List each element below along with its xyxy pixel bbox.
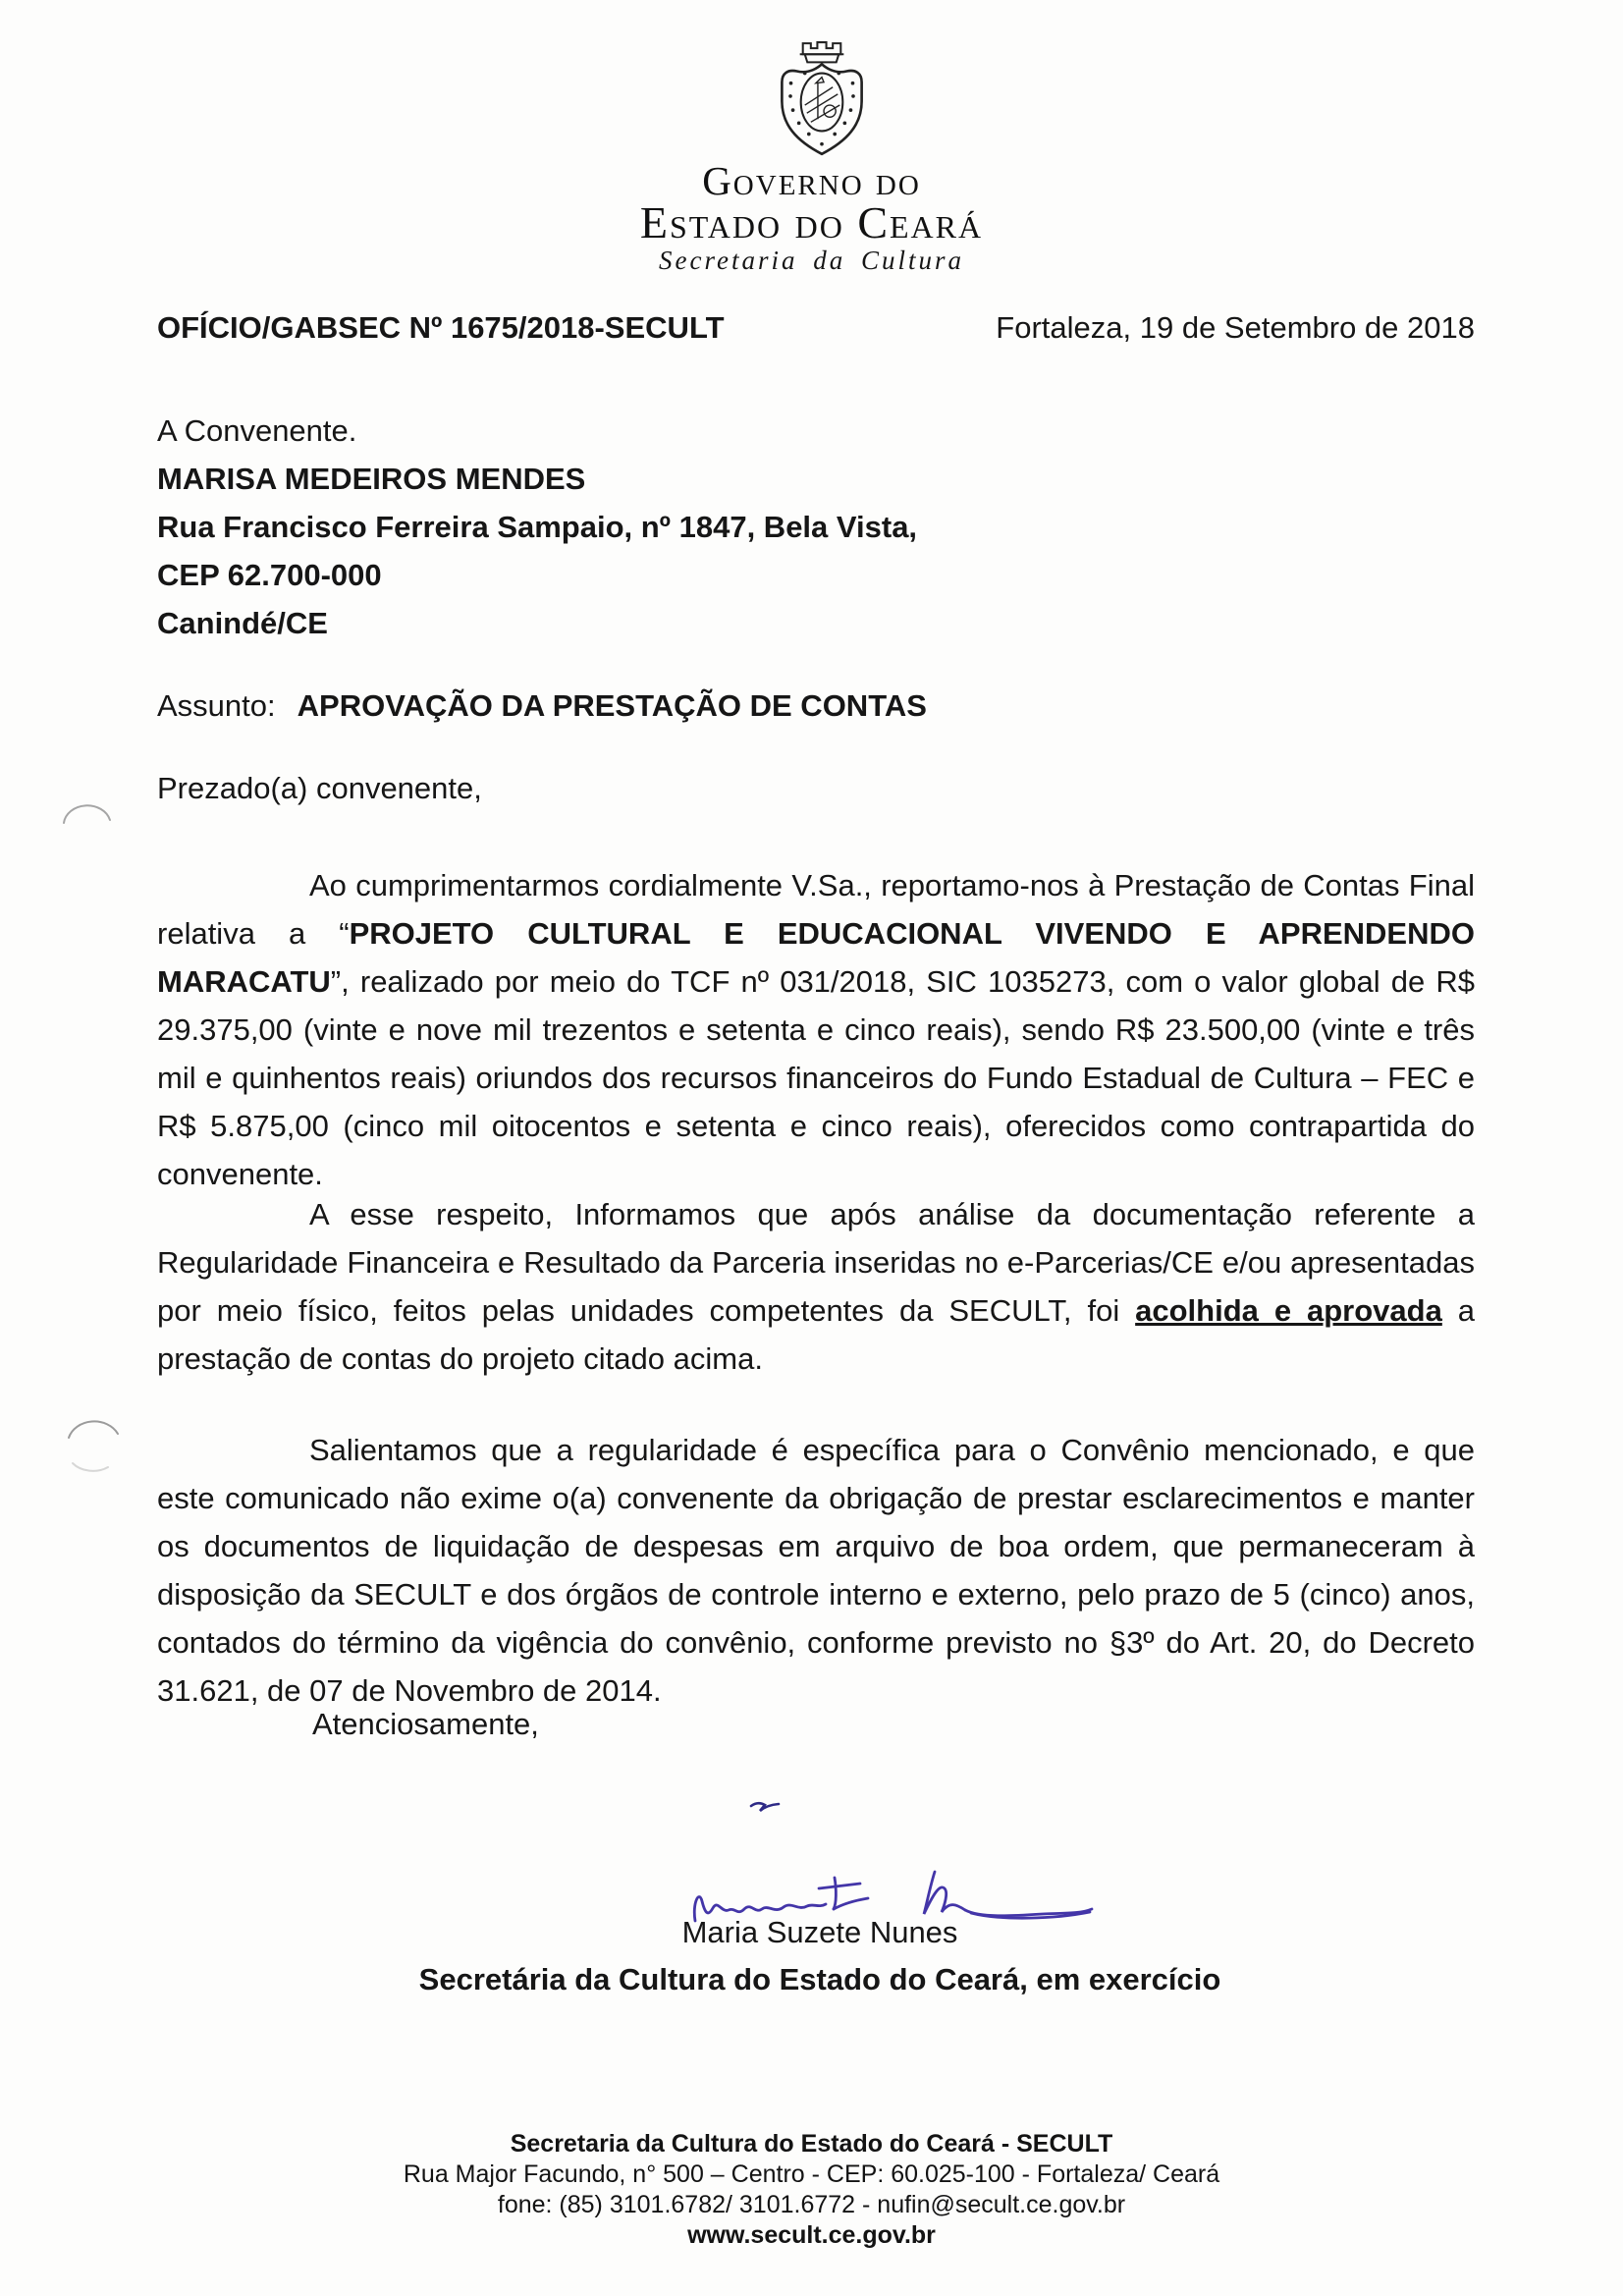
footer-org-line: Secretaria da Cultura do Estado do Ceará - SECULT <box>510 2130 1113 2158</box>
signer-title: Secretária da Cultura do Estado do Ceará, em exercício <box>418 1962 1221 1996</box>
p1-lead: Ao cumprimentarmos cordialmente V.Sa., reportamo-nos à Prestação de Contas Final relativa a “ <box>157 868 1475 951</box>
p1-project-title: PROJETO CULTURAL E EDUCACIONAL VIVENDO E APRENDENDO MARACATU <box>157 916 1475 999</box>
p1-rest: ”, realizado por meio do TCF nº 031/2018, SIC 1035273, com o valor global de R$ 29.375,00 (vinte e nove mil trezentos e setenta e cinco reais), sendo R$ 23.500,00 (vinte e três mil e quinhentos reais) oriundos dos recursos financeiros do Fundo Estadual de Cultura – FEC e R$ 5.875,00 (cinco mil oitocentos e setenta e cinco reais), oferecidos como contrapartida do convenente. <box>157 964 1475 1191</box>
recipient-street: Rua Francisco Ferreira Sampaio, nº 1847, Bela Vista, <box>157 510 918 544</box>
subject-line <box>157 688 927 724</box>
body-paragraph-2 <box>157 1190 1475 1383</box>
body-paragraph-3 <box>157 1426 1475 1715</box>
office-reference-number: OFÍCIO/GABSEC Nº 1675/2018-SECULT <box>157 310 725 345</box>
recipient-intro: A Convenente. <box>157 413 357 448</box>
recipient-cep: CEP 62.700-000 <box>157 558 382 592</box>
signer-name: Maria Suzete Nunes <box>681 1915 958 1949</box>
pencil-arc-mark <box>61 797 114 827</box>
valediction: Atenciosamente, <box>312 1707 539 1741</box>
subject-label: Assunto: <box>157 688 276 723</box>
footer-address-line: Rua Major Facundo, n° 500 – Centro - CEP: 60.025-100 - Fortaleza/ Ceará <box>403 2160 1220 2188</box>
p3-text: Salientamos que a regularidade é específica para o Convênio mencionado, e que este comunicado não exime o(a) convenente da obrigação de prestar esclarecimentos e manter os documentos de liquidação de despesas em arquivo de boa ordem, que permaneceram à disposição da SECULT e dos órgãos de controle interno e externo, pelo prazo de 5 (cinco) anos, contados do término da vigência do convênio, conforme previsto no §3º do Art. 20, do Decreto 31.621, de 07 de Novembro de 2014. <box>157 1433 1475 1708</box>
recipient-city: Canindé/CE <box>157 606 328 640</box>
gov-header-line2: Estado do Ceará <box>639 197 984 247</box>
p2-approved-phrase: acolhida e aprovada <box>1135 1293 1442 1328</box>
footer-block <box>0 2129 1623 2251</box>
coat-of-arms-icon <box>762 37 882 167</box>
p2-lead: A esse respeito, Informamos que após análise da documentação referente a Regularidade Financeira e Resultado da Parceria inseridas no e-Parcerias/CE e/ou apresentadas por meio físico, feitos pelas unidades competentes da SECULT, foi <box>157 1197 1475 1328</box>
p2-rest: a prestação de contas do projeto citado acima. <box>157 1293 1475 1376</box>
footer-contact-line: fone: (85) 3101.6782/ 3101.6772 - nufin@secult.ce.gov.br <box>497 2191 1126 2218</box>
greeting-line: Prezado(a) convenente, <box>157 771 482 805</box>
gov-header-line3: Secretaria da Cultura <box>659 246 964 275</box>
footer-website: www.secult.ce.gov.br <box>687 2221 936 2249</box>
place-and-date: Fortaleza, 19 de Setembro de 2018 <box>996 310 1475 345</box>
recipient-name: MARISA MEDEIROS MENDES <box>157 462 586 496</box>
body-paragraph-1 <box>157 861 1475 1198</box>
pencil-circle-mark <box>63 1414 124 1477</box>
recipient-block <box>157 407 917 647</box>
gov-header-line1: Governo do <box>702 158 921 203</box>
ink-tick-mark <box>749 1797 783 1817</box>
subject-value: APROVAÇÃO DA PRESTAÇÃO DE CONTAS <box>297 688 927 723</box>
